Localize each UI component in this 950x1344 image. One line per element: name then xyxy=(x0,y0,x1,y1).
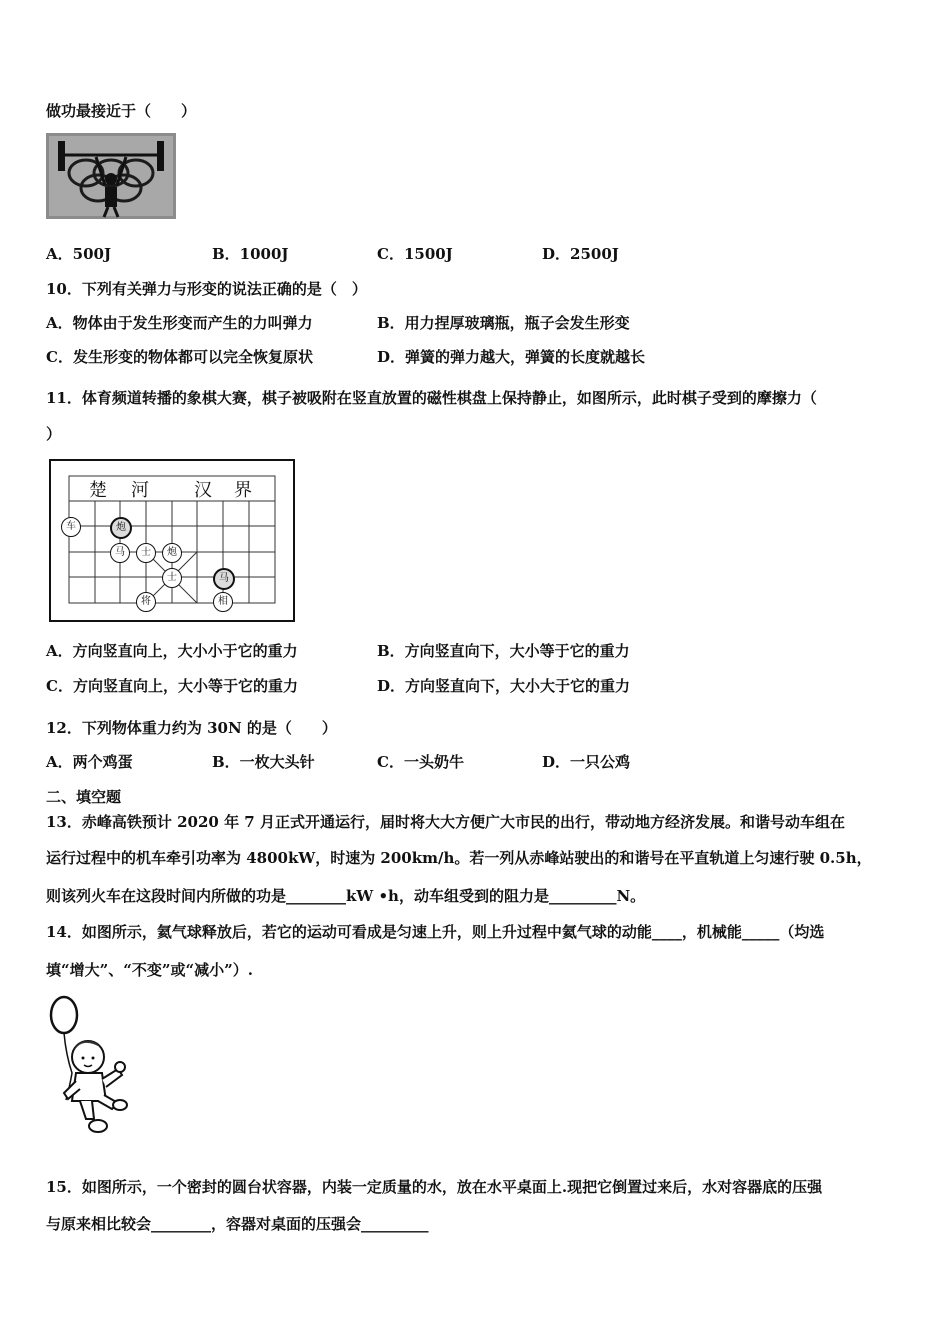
q9-option-c: C．1500J xyxy=(377,245,453,263)
chess-piece: 马 xyxy=(110,543,130,563)
chess-piece: 炮 xyxy=(110,517,132,539)
chess-piece: 士 xyxy=(162,568,182,588)
chess-piece: 马 xyxy=(213,568,235,590)
q12-option-a: A．两个鸡蛋 xyxy=(46,753,133,771)
q9-option-a: A．500J xyxy=(46,245,112,263)
q9-stem: 做功最接近于（ ） xyxy=(46,102,197,120)
weightlifter-image xyxy=(46,133,176,219)
q11-option-a: A．方向竖直向上，大小小于它的重力 xyxy=(46,642,298,660)
chess-piece: 炮 xyxy=(162,543,182,563)
q11-stem-line1: 11．体育频道转播的象棋大赛，棋子被吸附在竖直放置的磁性棋盘上保持静止，如图所示，此时棋子受到的摩擦力（ xyxy=(46,389,817,407)
chess-board-figure xyxy=(49,459,295,622)
chess-piece: 相 xyxy=(213,592,233,612)
q10-option-d: D．弹簧的弹力越大，弹簧的长度就越长 xyxy=(377,348,646,366)
board-text-chu: 楚 xyxy=(89,480,107,501)
q12-option-c: C．一头奶牛 xyxy=(377,753,464,771)
q11-option-c: C．方向竖直向上，大小等于它的重力 xyxy=(46,677,298,695)
q12-option-b: B．一枚大头针 xyxy=(212,753,315,771)
q10-option-a: A．物体由于发生形变而产生的力叫弹力 xyxy=(46,314,313,332)
q9-option-b: B．1000J xyxy=(212,245,289,263)
q11-stem-line2: ） xyxy=(46,425,62,443)
chess-piece: 士 xyxy=(136,543,156,563)
q10-option-c: C．发生形变的物体都可以完全恢复原状 xyxy=(46,348,313,366)
q14-line1: 14．如图所示，氦气球释放后，若它的运动可看成是匀速上升，则上升过程中氦气球的动能____，机械能_____（均选 xyxy=(46,923,825,941)
q12-stem: 12．下列物体重力约为 30N 的是（ ） xyxy=(46,719,337,737)
q11-option-d: D．方向竖直向下，大小大于它的重力 xyxy=(377,677,631,695)
q13-line3: 则该列火车在这段时间内所做的功是________kW •h，动车组受到的阻力是_________N。 xyxy=(46,887,646,905)
section-heading: 二、填空题 xyxy=(46,788,122,806)
board-text-han: 汉 xyxy=(194,480,212,501)
q14-line2: 填“增大”、“不变”或“减小”）. xyxy=(46,961,253,979)
q10-option-b: B．用力捏厚玻璃瓶，瓶子会发生形变 xyxy=(377,314,630,332)
q15-line1: 15．如图所示，一个密封的圆台状容器，内装一定质量的水，放在水平桌面上.现把它倒置过来后，水对容器底的压强 xyxy=(46,1178,823,1196)
chess-piece: 将 xyxy=(136,592,156,612)
board-text-he: 河 xyxy=(131,480,149,501)
q11-option-b: B．方向竖直向下，大小等于它的重力 xyxy=(377,642,630,660)
chess-piece: 车 xyxy=(61,517,81,537)
q13-line2: 运行过程中的机车牵引功率为 4800kW，时速为 200km/h。若一列从赤峰站驶出的和谐号在平直轨道上匀速行驶 0.5h， xyxy=(46,849,872,867)
balloon-child-image xyxy=(46,995,130,1137)
q15-line2: 与原来相比较会________，容器对桌面的压强会_________ xyxy=(46,1215,429,1233)
board-text-jie: 界 xyxy=(234,480,252,501)
q12-option-d: D．一只公鸡 xyxy=(542,753,631,771)
q13-line1: 13．赤峰高铁预计 2020 年 7 月正式开通运行，届时将大大方便广大市民的出行，带动地方经济发展。和谐号动车组在 xyxy=(46,813,845,831)
q10-stem: 10．下列有关弹力与形变的说法正确的是（ ） xyxy=(46,280,367,298)
q9-option-d: D．2500J xyxy=(542,245,619,263)
